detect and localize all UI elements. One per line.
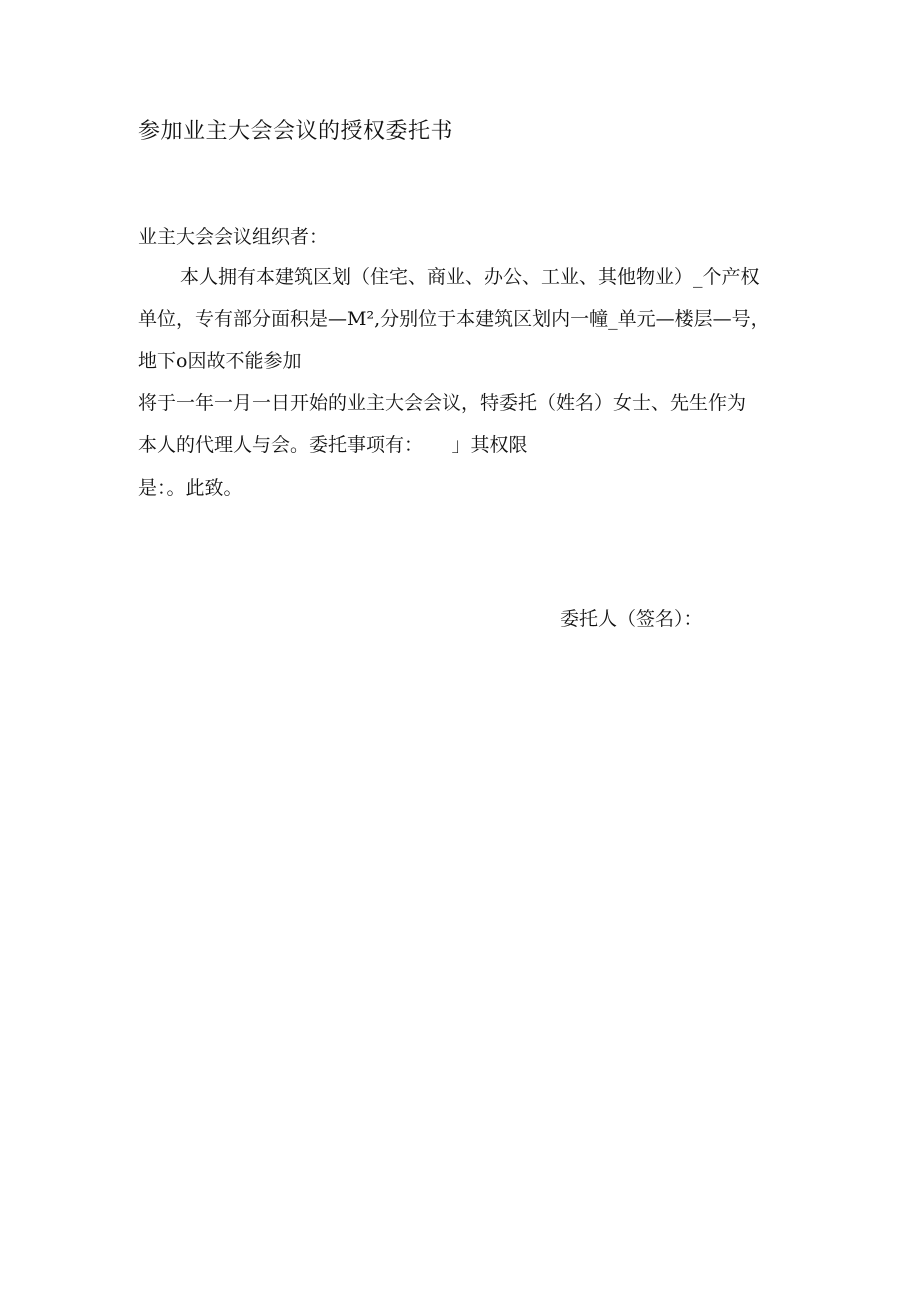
body-line-3: 地下o因故不能参加 bbox=[138, 350, 302, 372]
body-line-6: 是：。此致。 bbox=[138, 477, 243, 499]
signature-label: 委托人（签名）： bbox=[560, 608, 703, 630]
body-line-1: 本人拥有本建筑区划（住宅、商业、办公、工业、其他物业）_个产权 bbox=[180, 266, 760, 288]
document-title: 参加业主大会会议的授权委托书 bbox=[138, 119, 454, 144]
body-line-5: 本人的代理人与会。委托事项有： 」其权限 bbox=[138, 434, 528, 456]
body-line-2: 单位，专有部分面积是—M²,分别位于本建筑区划内一幢_单元—楼层—号， bbox=[138, 308, 770, 330]
body-line-4: 将于一年一月一日开始的业主大会会议，特委托（姓名）女士、先生作为 bbox=[138, 392, 747, 414]
addressee-line: 业主大会会议组织者： bbox=[138, 226, 329, 248]
